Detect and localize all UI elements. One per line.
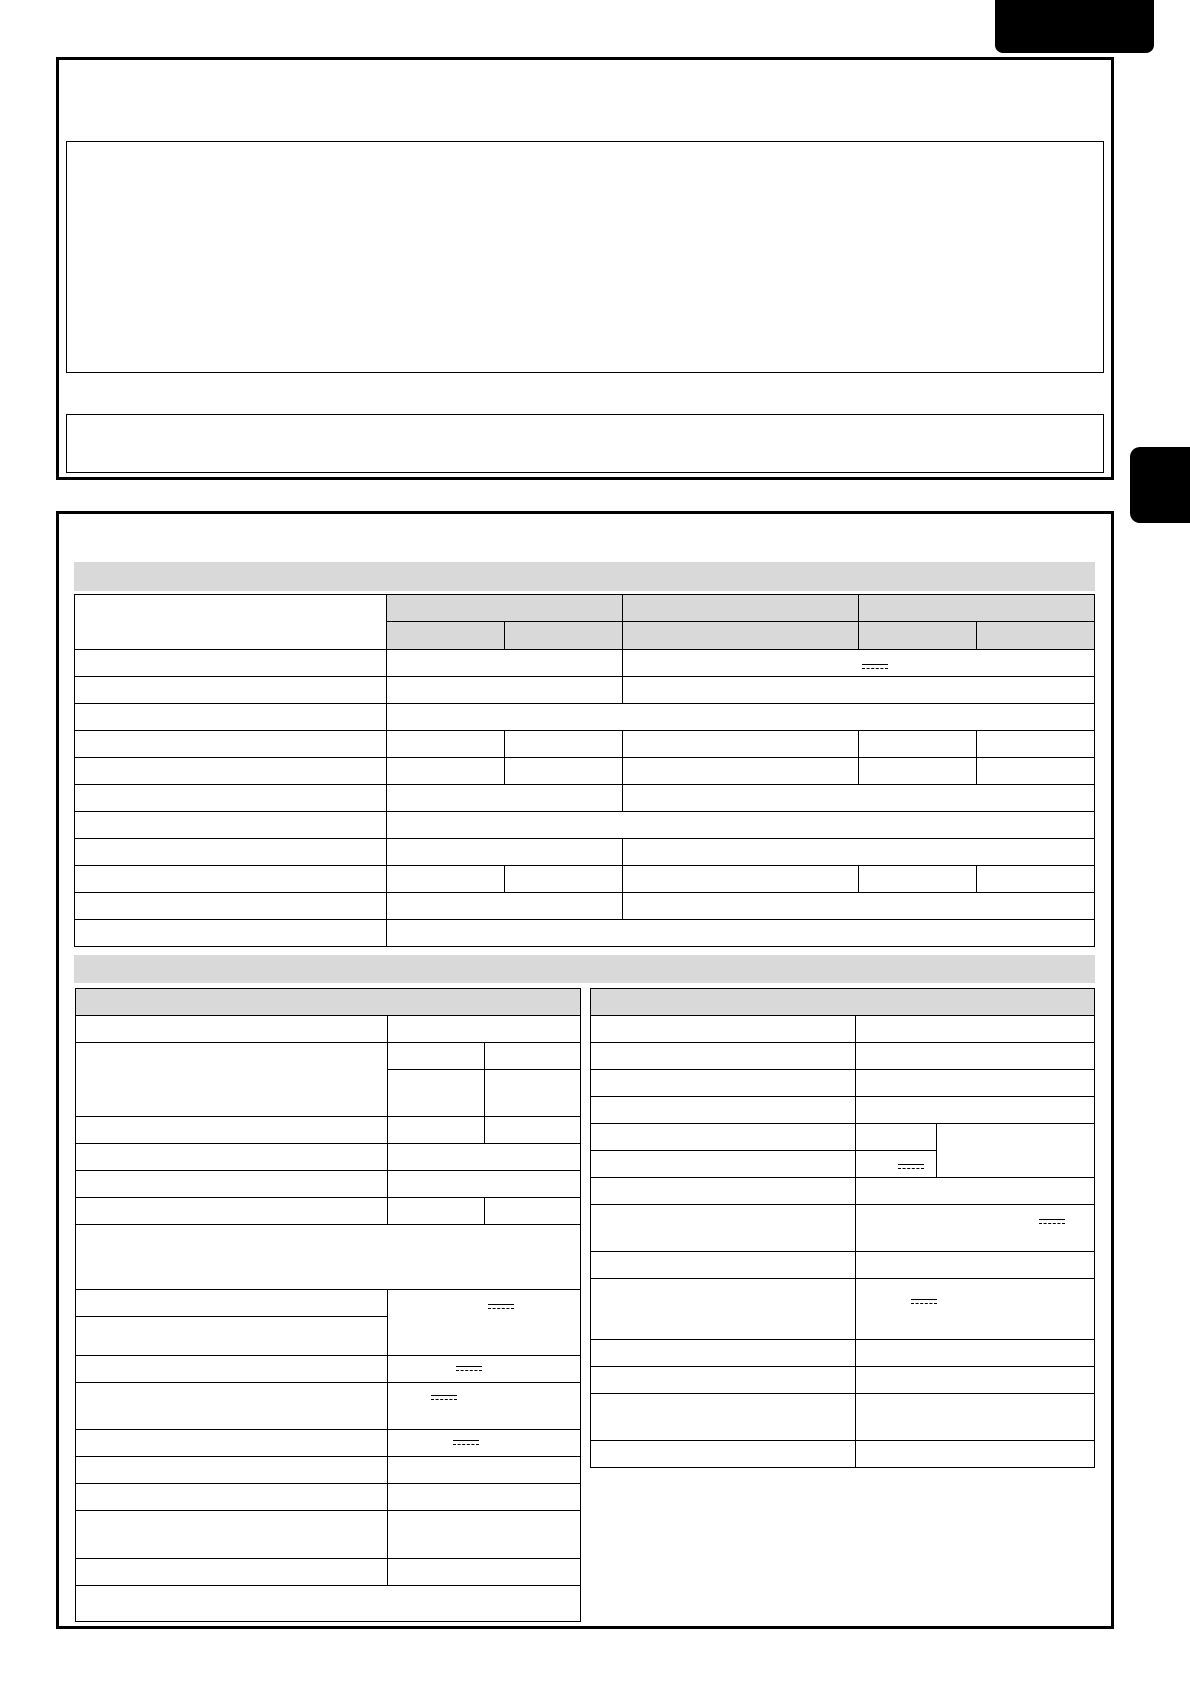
spec-table-right-row-14-value <box>855 1440 1095 1468</box>
spec-table-1-row-8-value-a <box>386 838 623 866</box>
spec-table-1-row-4-value-4 <box>858 730 977 758</box>
spec-table-1-row-11-value <box>386 919 1095 947</box>
spec-table-1-row-2-value-a <box>386 676 623 704</box>
spec-table-1-row-7-label <box>74 811 387 839</box>
spec-table-left-row-4-value <box>387 1143 581 1171</box>
spec-table-right-row-4-label <box>590 1096 856 1124</box>
spec-table-1-row-5-value-1 <box>386 757 505 785</box>
spec-table-left-row-13-label <box>75 1456 388 1484</box>
spec-table-1-row-11-label <box>74 919 387 947</box>
spec-table-right-header <box>590 988 1095 1016</box>
spec-table-right-row-10-value <box>855 1278 1095 1340</box>
spec-section-band-1 <box>74 562 1095 591</box>
spec-table-1-row-9-label <box>74 865 387 893</box>
spec-table-left-row-14-value <box>387 1483 581 1511</box>
spec-table-left-row-13-value <box>387 1456 581 1484</box>
spec-table-1-header-sub-3 <box>622 621 859 650</box>
spec-table-left-row-16-value <box>387 1558 581 1586</box>
spec-table-1-row-7-value <box>386 811 1095 839</box>
spec-table-left-row-2-value-3 <box>387 1069 485 1117</box>
spec-table-left-row-6-label <box>75 1197 388 1225</box>
spec-table-right-row-2-value <box>855 1042 1095 1070</box>
spec-table-1-row-6-label <box>74 784 387 812</box>
spec-table-1-row-8-value-b <box>622 838 1095 866</box>
spec-table-1-header-sub-5 <box>976 621 1095 650</box>
spec-table-1-row-4-value-3 <box>622 730 859 758</box>
spec-table-right-row-13-value <box>855 1393 1095 1441</box>
direct-current-icon <box>911 1299 937 1307</box>
spec-table-left-row-3-value-2 <box>484 1116 581 1144</box>
spec-table-1-row-4-label <box>74 730 387 758</box>
spec-table-1-row-6-value-a <box>386 784 623 812</box>
spec-table-left-row-2-value-4 <box>484 1069 581 1117</box>
spec-table-1-row-4-value-2 <box>504 730 623 758</box>
direct-current-icon <box>453 1440 479 1448</box>
spec-table-1-row-10-value-a <box>386 892 623 920</box>
direct-current-icon <box>898 1164 924 1172</box>
direct-current-icon <box>862 664 888 672</box>
spec-table-right-row-14-label <box>590 1440 856 1468</box>
spec-table-left-row-5-label <box>75 1170 388 1198</box>
spec-table-1-row-8-label <box>74 838 387 866</box>
spec-table-right-row-11-value <box>855 1339 1095 1367</box>
spec-table-1-row-10-label <box>74 892 387 920</box>
spec-table-right-row-8-label <box>590 1204 856 1252</box>
spec-table-right-row-5-label <box>590 1123 856 1151</box>
spec-table-left-row-3-label <box>75 1116 388 1144</box>
spec-table-left-row-15-value <box>387 1510 581 1559</box>
spec-table-right-row-4-value <box>855 1096 1095 1124</box>
spec-table-right-row-7-label <box>590 1177 856 1205</box>
spec-table-right-row-6-value <box>855 1150 937 1178</box>
spec-table-right-row-5-6-merged-value <box>936 1123 1095 1178</box>
spec-table-right-row-3-label <box>590 1069 856 1097</box>
spec-table-1-header-group-2 <box>622 594 859 622</box>
spec-table-1-row-9-value-4 <box>858 865 977 893</box>
spec-table-1-row-9-value-1 <box>386 865 505 893</box>
spec-table-right-row-8-value <box>855 1204 1095 1252</box>
spec-table-left-row-8-value <box>387 1289 581 1356</box>
spec-table-right-row-1-value <box>855 1015 1095 1043</box>
spec-section-band-2 <box>74 955 1095 983</box>
spec-table-1-header-group-1 <box>386 594 623 622</box>
spec-table-left-row-4-label <box>75 1143 388 1171</box>
spec-table-1-row-5-value-3 <box>622 757 859 785</box>
spec-table-1-row-2-value-b <box>622 676 1095 704</box>
spec-table-right-row-1-label <box>590 1015 856 1043</box>
spec-table-left-row-7-span <box>75 1224 581 1290</box>
page-tab-top <box>995 0 1154 53</box>
spec-table-left-row-15-label <box>75 1510 388 1559</box>
spec-table-1-row-4-value-1 <box>386 730 505 758</box>
direct-current-icon <box>488 1304 514 1312</box>
spec-table-left-row-5-value <box>387 1170 581 1198</box>
spec-table-left-row-10-label <box>75 1355 388 1383</box>
spec-table-1-row-5-value-4 <box>858 757 977 785</box>
spec-table-1-row-3-label <box>74 703 387 731</box>
spec-table-1-row-1-label <box>74 649 387 677</box>
spec-table-1-corner-cell <box>74 594 387 650</box>
spec-table-right-row-10-label <box>590 1278 856 1340</box>
direct-current-icon <box>431 1395 457 1403</box>
chapter-tab-side <box>1130 447 1190 523</box>
spec-table-1-row-9-value-5 <box>976 865 1095 893</box>
spec-table-1-row-5-value-2 <box>504 757 623 785</box>
spec-table-left-row-8-label <box>75 1289 388 1317</box>
spec-table-left-row-1-label <box>75 1015 388 1043</box>
spec-table-right-row-7-value <box>855 1177 1095 1205</box>
spec-table-left-row-9-label <box>75 1316 388 1356</box>
spec-table-left-row-14-label <box>75 1483 388 1511</box>
spec-table-right-row-6-label <box>590 1150 856 1178</box>
spec-table-1-header-sub-4 <box>858 621 977 650</box>
spec-table-right-row-5-value <box>855 1123 937 1151</box>
spec-table-right-row-12-value <box>855 1366 1095 1394</box>
spec-table-1-row-1-value-b <box>622 649 1095 677</box>
spec-table-right-row-9-value <box>855 1251 1095 1279</box>
spec-table-left-row-3-value-1 <box>387 1116 485 1144</box>
spec-table-left-row-2-value-1 <box>387 1042 485 1070</box>
spec-table-1-row-10-value-b <box>622 892 1095 920</box>
spec-table-1-row-9-value-2 <box>504 865 623 893</box>
spec-table-left-row-2-label <box>75 1042 388 1117</box>
spec-table-left-row-12-label <box>75 1429 388 1457</box>
spec-table-1-row-3-value <box>386 703 1095 731</box>
note-text-box <box>66 414 1104 473</box>
spec-table-1-row-2-label <box>74 676 387 704</box>
spec-table-right-row-11-label <box>590 1339 856 1367</box>
spec-table-1-header-sub-2 <box>504 621 623 650</box>
spec-table-left-row-10-value <box>387 1355 581 1383</box>
spec-table-1-row-5-label <box>74 757 387 785</box>
spec-table-1-row-1-value-a <box>386 649 623 677</box>
spec-table-right-row-2-label <box>590 1042 856 1070</box>
spec-table-left-row-6-value-1 <box>387 1197 485 1225</box>
spec-table-left-row-16-label <box>75 1558 388 1586</box>
spec-table-1-header-group-3 <box>858 594 1095 622</box>
spec-table-right-row-3-value <box>855 1069 1095 1097</box>
spec-table-left-row-6-value-2 <box>484 1197 581 1225</box>
spec-table-left-row-11-value <box>387 1382 581 1430</box>
warning-text-box <box>66 141 1104 373</box>
spec-table-1-row-5-value-5 <box>976 757 1095 785</box>
spec-table-1-row-9-value-3 <box>622 865 859 893</box>
direct-current-icon <box>456 1366 482 1374</box>
spec-table-right-row-9-label <box>590 1251 856 1279</box>
spec-table-left-row-2-value-2 <box>484 1042 581 1070</box>
direct-current-icon <box>1039 1219 1065 1227</box>
spec-table-left-row-11-label <box>75 1382 388 1430</box>
spec-table-1-row-6-value-b <box>622 784 1095 812</box>
spec-table-right-row-13-label <box>590 1393 856 1441</box>
spec-table-right-row-12-label <box>590 1366 856 1394</box>
spec-table-1-header-sub-1 <box>386 621 505 650</box>
spec-table-left-row-17-span <box>75 1585 581 1622</box>
spec-table-left-row-12-value <box>387 1429 581 1457</box>
spec-table-left-header <box>75 988 581 1016</box>
spec-table-1-row-4-value-5 <box>976 730 1095 758</box>
spec-table-left-row-1-value <box>387 1015 581 1043</box>
